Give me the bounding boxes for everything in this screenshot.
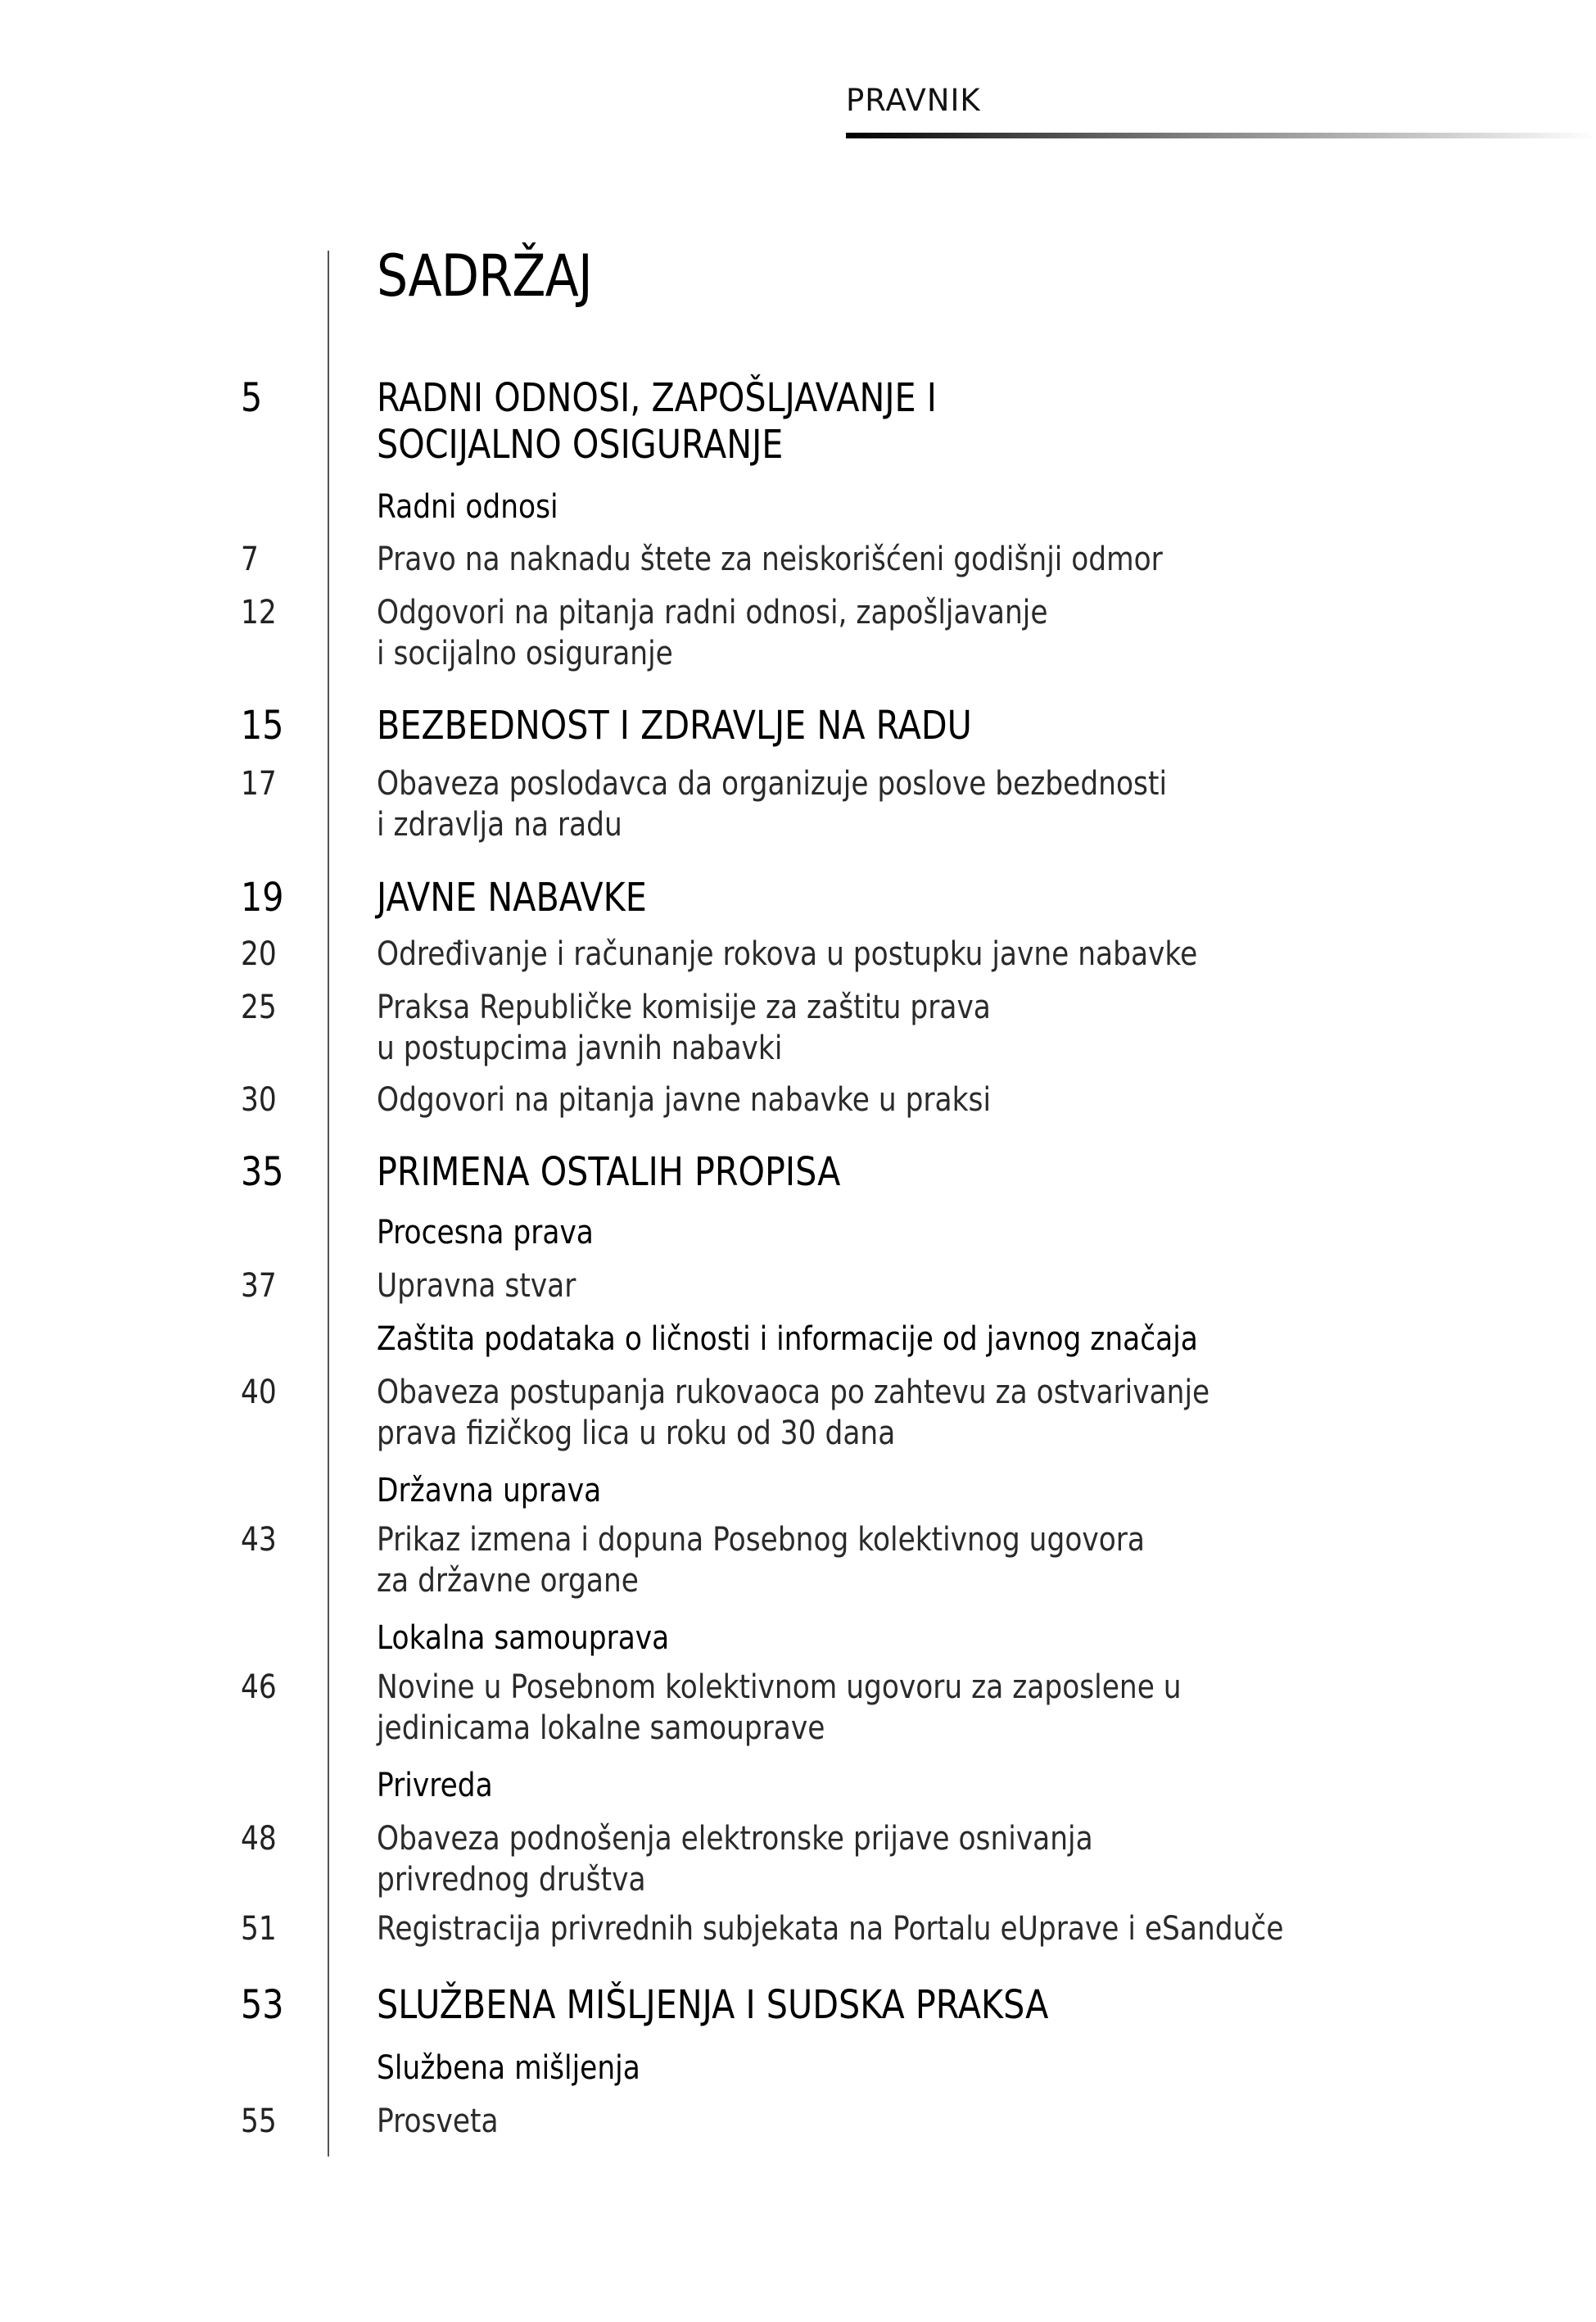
- toc-page-number: 55: [241, 2102, 277, 2140]
- toc-text-line: Državna uprava: [377, 1472, 602, 1510]
- toc-text-line: Pravo na naknadu štete za neiskorišćeni godišnji odmor: [377, 541, 1163, 578]
- toc-page-number: 25: [241, 989, 277, 1026]
- toc-text: [377, 703, 972, 749]
- toc-text-line: Prikaz izmena i dopuna Posebnog kolektivnog ugovora: [377, 1521, 1145, 1559]
- toc-text: [377, 592, 1048, 674]
- toc-text-line: prava fizičkog lica u roku od 30 dana: [377, 1414, 896, 1452]
- toc-page-number: 30: [241, 1081, 277, 1119]
- toc-text-line: RADNI ODNOSI, ZAPOŠLJAVANJE I: [377, 375, 937, 421]
- toc-page-number: 40: [241, 1374, 277, 1411]
- toc-text: [377, 1265, 576, 1306]
- toc-text: [377, 1319, 1198, 1360]
- toc-text-line: u postupcima javnih nabavki: [377, 1030, 783, 1067]
- toc-page-number: 17: [241, 765, 277, 803]
- toc-text-line: BEZBEDNOST I ZDRAVLJE NA RADU: [377, 703, 972, 749]
- toc-text: [377, 1470, 601, 1511]
- toc-text-line: Obaveza poslodavca da organizuje poslove bezbednosti: [377, 765, 1168, 803]
- toc-text: [377, 1982, 1048, 2029]
- toc-text-line: Procesna prava: [377, 1214, 594, 1252]
- toc-text-line: i zdravlja na radu: [377, 806, 622, 844]
- toc-text: [377, 1765, 493, 1806]
- toc-text: [377, 2048, 640, 2089]
- toc-text-line: SOCIJALNO OSIGURANJE: [377, 422, 784, 468]
- toc-text-line: Radni odnosi: [377, 488, 558, 526]
- toc-page-number: 43: [241, 1521, 277, 1559]
- toc-text-line: Novine u Posebnom kolektivnom ugovoru za zaposlene u: [377, 1668, 1182, 1706]
- toc-text-line: Određivanje i računanje rokova u postupku javne nabavke: [377, 935, 1198, 973]
- toc-text-line: Obaveza postupanja rukovaoca po zahtevu za ostvarivanje: [377, 1374, 1210, 1411]
- toc-text-line: Lokalna samouprava: [377, 1619, 670, 1657]
- toc-text-line: Odgovori na pitanja javne nabavke u praksi: [377, 1081, 992, 1119]
- toc-page-number: 7: [241, 541, 259, 578]
- toc-text-line: Prosveta: [377, 2102, 499, 2140]
- toc-text-line: Privreda: [377, 1767, 493, 1804]
- toc-text: [377, 1908, 1283, 1949]
- toc-text-line: PRIMENA OSTALIH PROPISA: [377, 1149, 841, 1195]
- toc-text: [377, 487, 558, 527]
- toc-page-number: 35: [241, 1149, 284, 1195]
- toc-text: [377, 1149, 840, 1196]
- toc-page-number: 19: [241, 875, 284, 921]
- toc-text-line: Obaveza podnošenja elektronske prijave osnivanja: [377, 1820, 1093, 1858]
- running-head-rule: [846, 133, 1596, 138]
- running-head: PRAVNIK: [846, 83, 981, 118]
- toc-page-number: 15: [241, 703, 284, 749]
- toc-page-number: 48: [241, 1820, 277, 1858]
- toc-text: [377, 987, 991, 1069]
- toc-text: [377, 1618, 669, 1659]
- toc-text: [377, 763, 1167, 845]
- toc-text-line: Praksa Republičke komisije za zaštitu prava: [377, 989, 991, 1026]
- toc-text-line: Odgovori na pitanja radni odnosi, zapošljavanje: [377, 594, 1048, 631]
- toc-page-number: 5: [241, 375, 263, 421]
- toc-text-line: Službena mišljenja: [377, 2049, 640, 2087]
- toc-page-number: 20: [241, 935, 277, 973]
- toc-text: [377, 934, 1197, 975]
- toc-text-line: Registracija privrednih subjekata na Portalu eUprave i eSandučе: [377, 1910, 1284, 1948]
- toc-text: [377, 375, 937, 468]
- toc-text-line: privrednog društva: [377, 1861, 646, 1899]
- toc-text-line: SLUŽBENA MIŠLJENJA I SUDSKA PRAKSA: [377, 1982, 1049, 2028]
- toc-text-line: Upravna stvar: [377, 1267, 576, 1305]
- toc-text-line: i socijalno osiguranje: [377, 635, 673, 672]
- toc-text: [377, 1519, 1145, 1601]
- toc-text-line: jedinicama lokalne samouprave: [377, 1709, 825, 1747]
- toc-page-number: 53: [241, 1982, 284, 2028]
- toc-page-number: 12: [241, 594, 277, 631]
- toc-page-number: 51: [241, 1910, 277, 1948]
- toc-text: [377, 1818, 1093, 1900]
- toc-title: SADRŽAJ: [377, 242, 592, 310]
- toc-text: [377, 539, 1163, 580]
- toc-text: [377, 1667, 1182, 1749]
- toc-text-line: Zaštita podataka o ličnosti i informacije od javnog značaja: [377, 1320, 1198, 1358]
- toc-text: [377, 1372, 1209, 1454]
- toc-text-line: za državne organe: [377, 1562, 639, 1600]
- toc-page-number: 46: [241, 1668, 277, 1706]
- toc-page-number: 37: [241, 1267, 277, 1305]
- toc-text: [377, 875, 647, 921]
- toc-text: [377, 1080, 991, 1120]
- toc-text: [377, 2101, 499, 2142]
- toc-divider-line: [328, 251, 329, 2157]
- toc-text-line: JAVNE NABAVKE: [377, 875, 647, 921]
- toc-text: [377, 1212, 594, 1253]
